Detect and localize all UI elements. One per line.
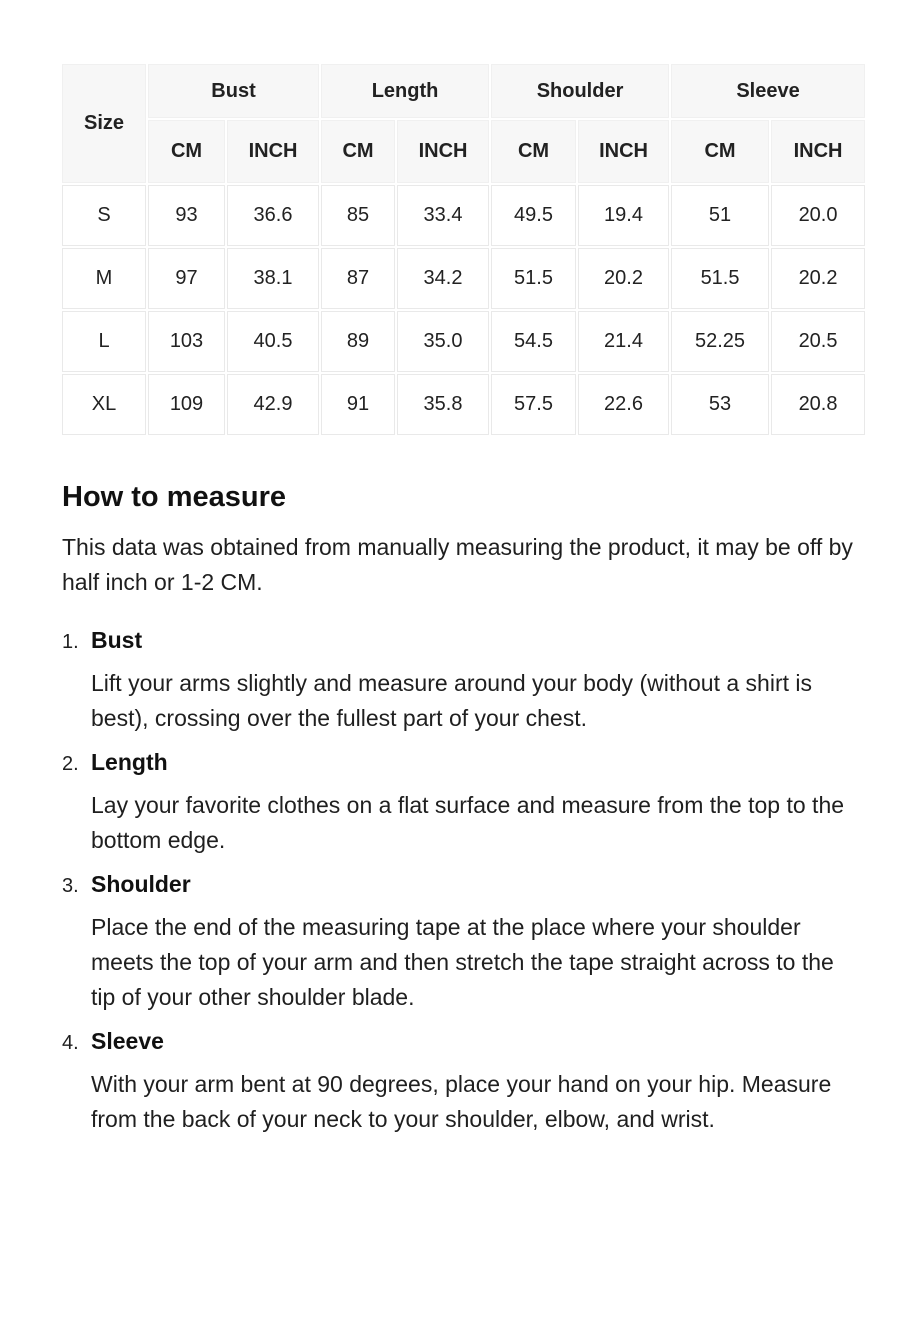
step-description: Lift your arms slightly and measure around your body (without a shirt is best), crossing over the fullest part of your chest.	[91, 670, 812, 731]
cell-value: 85	[321, 185, 395, 246]
column-group-length: Length	[321, 64, 489, 118]
size-label: M	[62, 248, 146, 309]
step-description: With your arm bent at 90 degrees, place your hand on your hip. Measure from the back of your neck to your shoulder, elbow, and wrist.	[91, 1071, 832, 1132]
unit-header-sleeve-cm: CM	[671, 120, 769, 183]
cell-value: 103	[148, 311, 225, 372]
cell-value: 19.4	[578, 185, 669, 246]
step-title: Length	[91, 749, 168, 775]
step-title: Shoulder	[91, 871, 191, 897]
column-group-sleeve: Sleeve	[671, 64, 865, 118]
measure-step-shoulder	[62, 868, 858, 1015]
cell-value: 93	[148, 185, 225, 246]
step-heading	[62, 1025, 858, 1057]
table-header-group-row	[62, 64, 865, 118]
step-title: Bust	[91, 627, 143, 653]
table-row-m	[62, 248, 865, 309]
cell-value: 35.0	[397, 311, 489, 372]
cell-value: 38.1	[227, 248, 319, 309]
measure-step-length	[62, 746, 858, 858]
column-group-shoulder: Shoulder	[491, 64, 669, 118]
step-number: 1.	[62, 631, 79, 653]
table-row-xl	[62, 374, 865, 435]
cell-value: 20.2	[771, 248, 865, 309]
cell-value: 51.5	[491, 248, 576, 309]
step-heading	[62, 868, 858, 900]
cell-value: 52.25	[671, 311, 769, 372]
cell-value: 34.2	[397, 248, 489, 309]
cell-value: 20.0	[771, 185, 865, 246]
size-chart-table	[60, 62, 867, 437]
cell-value: 36.6	[227, 185, 319, 246]
cell-value: 21.4	[578, 311, 669, 372]
cell-value: 20.2	[578, 248, 669, 309]
cell-value: 42.9	[227, 374, 319, 435]
table-row-l	[62, 311, 865, 372]
intro-text: This data was obtained from manually measuring the product, it may be off by half inch or 1-2 CM.	[62, 534, 853, 595]
unit-header-length-inch: INCH	[397, 120, 489, 183]
cell-value: 87	[321, 248, 395, 309]
column-header-size: Size	[62, 64, 146, 183]
step-heading	[62, 624, 858, 656]
cell-value: 89	[321, 311, 395, 372]
section-title: How to measure	[62, 481, 286, 513]
cell-value: 22.6	[578, 374, 669, 435]
unit-header-bust-inch: INCH	[227, 120, 319, 183]
cell-value: 97	[148, 248, 225, 309]
unit-header-shoulder-inch: INCH	[578, 120, 669, 183]
cell-value: 54.5	[491, 311, 576, 372]
table-header-unit-row	[62, 120, 865, 183]
column-group-bust: Bust	[148, 64, 319, 118]
measure-steps-list	[62, 624, 858, 1137]
cell-value: 33.4	[397, 185, 489, 246]
size-label: S	[62, 185, 146, 246]
cell-value: 51.5	[671, 248, 769, 309]
cell-value: 57.5	[491, 374, 576, 435]
unit-header-shoulder-cm: CM	[491, 120, 576, 183]
step-number: 4.	[62, 1032, 79, 1054]
size-label: XL	[62, 374, 146, 435]
cell-value: 35.8	[397, 374, 489, 435]
step-description: Lay your favorite clothes on a flat surface and measure from the top to the bottom edge.	[91, 792, 845, 853]
unit-header-bust-cm: CM	[148, 120, 225, 183]
cell-value: 109	[148, 374, 225, 435]
how-to-measure-section	[62, 479, 858, 1137]
step-number: 3.	[62, 875, 79, 897]
step-number: 2.	[62, 753, 79, 775]
measure-step-sleeve	[62, 1025, 858, 1137]
cell-value: 53	[671, 374, 769, 435]
unit-header-length-cm: CM	[321, 120, 395, 183]
step-description: Place the end of the measuring tape at the place where your shoulder meets the top of your arm and then stretch the tape straight across to the tip of your other shoulder blade.	[91, 914, 834, 1010]
cell-value: 51	[671, 185, 769, 246]
step-heading	[62, 746, 858, 778]
measure-step-bust	[62, 624, 858, 736]
cell-value: 49.5	[491, 185, 576, 246]
table-row-s	[62, 185, 865, 246]
cell-value: 20.5	[771, 311, 865, 372]
cell-value: 20.8	[771, 374, 865, 435]
cell-value: 91	[321, 374, 395, 435]
step-title: Sleeve	[91, 1028, 164, 1054]
size-label: L	[62, 311, 146, 372]
cell-value: 40.5	[227, 311, 319, 372]
unit-header-sleeve-inch: INCH	[771, 120, 865, 183]
